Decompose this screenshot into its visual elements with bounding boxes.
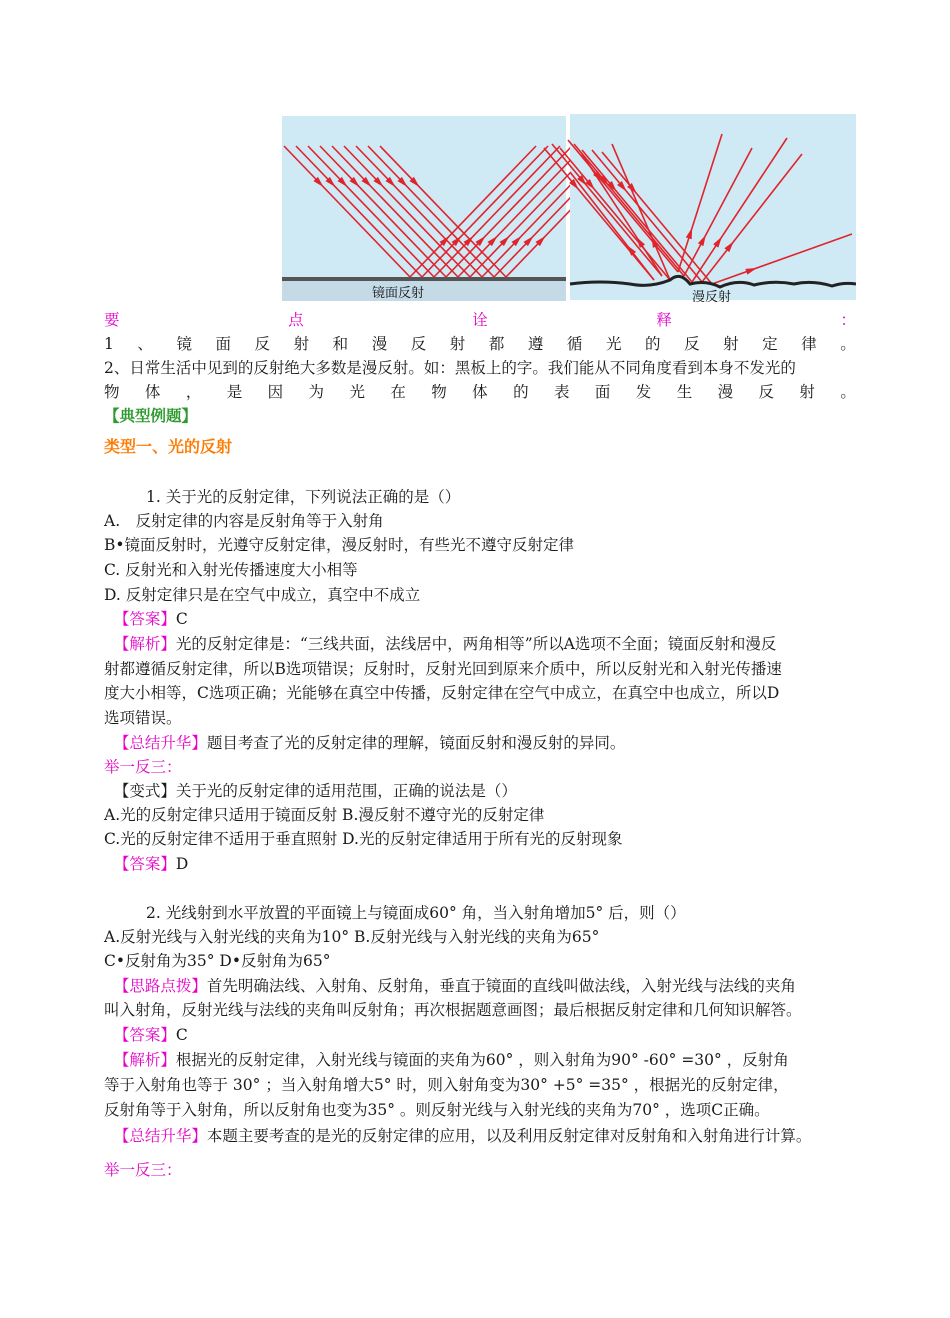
char: 因 (267, 383, 284, 401)
diffuse-label: 漫反射 (692, 289, 732, 302)
char: 发 (635, 383, 652, 401)
key-point-1 (104, 332, 856, 356)
q1-analysis-line-3: 度大小相等，C选项正确；光能够在真空中传播，反射定律在空气中成立，在真空中也成立，所以D (104, 684, 780, 702)
char: 释 (656, 311, 672, 329)
plane-mirror (282, 277, 566, 281)
answer-value: C (175, 610, 188, 628)
char: 定 (762, 335, 778, 353)
char: 和 (332, 335, 349, 353)
char: 是 (226, 383, 243, 401)
char: 。 (840, 383, 856, 401)
char: 循 (566, 335, 583, 353)
hint-text: 首先明确法线、入射角、反射角，垂直于镜面的直线叫做法线，入射光线与法线的夹角 (206, 977, 796, 995)
q1-option-d: D. 反射定律只是在空气中成立，真空中不成立 (104, 586, 421, 604)
q1-analysis-line-1 (104, 632, 856, 656)
q1-variant (104, 779, 856, 803)
summary-text: 本题主要考查的是光的反射定律的应用，以及利用反射定律对反射角和入射角进行计算。 (206, 1127, 812, 1145)
key-points-heading (104, 308, 856, 332)
answer-tag: 【答案】 (113, 610, 176, 628)
hint-tag: 【思路点拨】 (113, 977, 207, 995)
char: 射 (799, 383, 815, 401)
q1-answer (104, 607, 856, 631)
char: 要 (104, 311, 120, 329)
key-point-2-line-2 (104, 380, 856, 404)
q1-analysis-line-2: 射都遵循反射定律，所以B选项错误；反射时，反射光回到原来介质中，所以反射光和入射光传播速 (104, 660, 782, 678)
type1-heading: 类型一、光的反射 (104, 437, 233, 456)
q2-hint-line-2: 叫入射角，反射光线与法线的夹角叫反射角；再次根据题意画图；最后根据反射定律和几何知识解答。 (104, 1001, 802, 1019)
char: 漫 (717, 383, 734, 401)
char: 光 (605, 335, 622, 353)
char: ， (185, 383, 202, 401)
char: 生 (676, 383, 693, 401)
q1-practice-heading: 举一反三： (104, 758, 182, 776)
char: 反 (758, 383, 775, 401)
char: 面 (594, 383, 611, 401)
char: 漫 (371, 335, 388, 353)
analysis-tag: 【解析】 (113, 1051, 176, 1069)
analysis-text: 根据光的反射定律，入射光线与镜面的夹角为60° ，则入射角为90° -60° =30° ，反射角 (175, 1051, 789, 1069)
reflection-diagrams (282, 114, 856, 302)
char: 光 (349, 383, 365, 401)
reflection-figures (282, 114, 856, 302)
char: 反 (684, 335, 700, 353)
summary-tag: 【总结升华】 (113, 734, 207, 752)
examples-heading: 【典型例题】 (104, 406, 198, 425)
analysis-text: 光的反射定律是：“三线共面，法线居中，两角相等”所以A选项不全面；镜面反射和漫反 (175, 635, 777, 653)
char: 都 (488, 335, 505, 353)
char: 1 (104, 335, 114, 353)
char: 体 (144, 383, 161, 401)
char: 物 (431, 383, 447, 401)
q1-option-a: A. 反射定律的内容是反射角等于入射角 (104, 512, 384, 530)
q1-summary (104, 731, 856, 755)
char: 诠 (472, 311, 488, 329)
q1-analysis-line-4: 选项错误。 (104, 709, 182, 727)
q2-practice-heading: 举一反三： (104, 1161, 182, 1179)
key-point-2-line-1: 2、日常生活中见到的反射绝大多数是漫反射。如：黑板上的字。我们能从不同角度看到本身不发光的 (104, 359, 796, 377)
q1-variant-options-2: C.光的反射定律不适用于垂直照射 D.光的反射定律适用于所有光的反射现象 (104, 830, 623, 848)
char: 的 (513, 383, 529, 401)
q2-answer (104, 1023, 856, 1047)
char: 点 (288, 311, 304, 329)
char: 物 (104, 383, 120, 401)
char: 表 (553, 383, 570, 401)
q2-stem: 2. 光线射到水平放置的平面镜上与镜面成60° 角，当入射角增加5° 后，则（） (146, 904, 686, 922)
char: 、 (137, 335, 153, 353)
answer-tag: 【答案】 (113, 855, 176, 873)
char: 反 (254, 335, 271, 353)
q1-option-b: B•镜面反射时，光遵守反射定律，漫反射时，有些光不遵守反射定律 (104, 536, 575, 554)
q1-variant-answer (104, 852, 856, 876)
q2-analysis-line-3: 反射角等于入射角，所以反射角也变为35° 。则反射光线与入射光线的夹角为70° ，选项C正确。 (104, 1101, 770, 1119)
char: 。 (840, 335, 856, 353)
analysis-tag: 【解析】 (113, 635, 176, 653)
q2-hint-line-1 (104, 974, 856, 998)
char: ： (840, 311, 856, 329)
char: 在 (390, 383, 406, 401)
q1-stem: 1. 关于光的反射定律，下列说法正确的是（） (146, 488, 461, 506)
char: 律 (801, 335, 817, 353)
char: 为 (308, 383, 325, 401)
char: 射 (723, 335, 739, 353)
q1-option-c: C. 反射光和入射光传播速度大小相等 (104, 561, 358, 579)
variant-stem: 关于光的反射定律的适用范围，正确的说法是（） (175, 782, 517, 800)
char: 反 (410, 335, 427, 353)
q2-analysis-line-2: 等于入射角也等于 30° ；当入射角增大5° 时，则入射角变为30° +5° =35° ，根据光的反射定律， (104, 1076, 789, 1094)
summary-text: 题目考查了光的反射定律的理解，镜面反射和漫反射的异同。 (206, 734, 626, 752)
char: 射 (449, 335, 466, 353)
summary-tag: 【总结升华】 (113, 1127, 207, 1145)
char: 面 (215, 335, 232, 353)
q1-variant-options-1: A.光的反射定律只适用于镜面反射 B.漫反射不遵守光的反射定律 (104, 806, 545, 824)
q2-summary (104, 1124, 856, 1148)
q2-options-2: C•反射角为35° D•反射角为65° (104, 952, 331, 970)
q2-options-1: A.反射光线与入射光线的夹角为10° B.反射光线与入射光线的夹角为65° (104, 928, 600, 946)
q2-analysis-line-1 (104, 1048, 856, 1072)
diffuse-panel-bg (570, 114, 856, 300)
specular-label: 镜面反射 (372, 285, 425, 300)
char: 镜 (176, 335, 192, 353)
char: 遵 (527, 335, 544, 353)
answer-tag: 【答案】 (113, 1026, 176, 1044)
answer-value: C (175, 1026, 188, 1044)
char: 的 (645, 335, 661, 353)
answer-value: D (175, 855, 189, 873)
char: 体 (472, 383, 488, 401)
variant-tag: 【变式】 (113, 782, 176, 800)
char: 射 (293, 335, 310, 353)
